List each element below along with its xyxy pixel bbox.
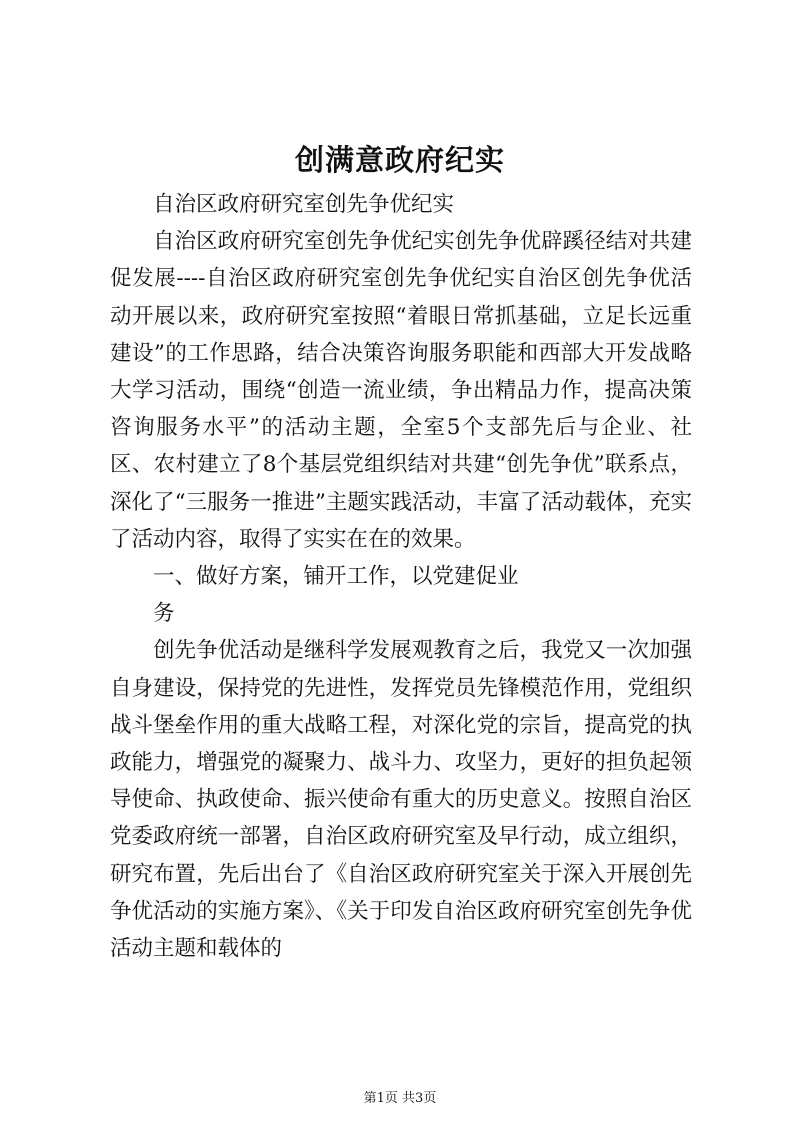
paragraph-body: 创先争优活动是继科学发展观教育之后，我党又一次加强自身建设，保持党的先进性，发挥党员先锋模范作用，党组织战斗堡垒作用的重大战略工程，对深化党的宗旨，提高党的执政能力，增强党的凝聚力、战斗力、攻坚力，更好的担负起领导使命、执政使命、振兴使命有重大的历史意义。按照自治区党委政府统一部署，自治区政府研究室及早行动，成立组织，研究布置，先后出台了《自治区政府研究室关于深入开展创先争优活动的实施方案》、《关于印发自治区政府研究室创先争优活动主题和载体的 bbox=[110, 638, 692, 962]
document-body bbox=[110, 186, 692, 967]
section-heading-1: 一、做好方案，铺开工作，以党建促业 bbox=[153, 564, 519, 590]
document-title: 创满意政府纪实 bbox=[294, 143, 505, 177]
paragraph-intro: 自治区政府研究室创先争优纪实创先争优辟蹊径结对共建促发展----自治区政府研究室创先争优纪实自治区创先争优活动开展以来，政府研究室按照“着眼日常抓基础，立足长远重建设”的工作思路，结合决策咨询服务职能和西部大开发战略大学习活动，围绕“创造一流业绩，争出精品力作，提高决策咨询服务水平”的活动主题，全室5个支部先后与企业、社区、农村建立了8个基层党组织结对共建“创先争优”联系点，深化了“三服务一推进”主题实践活动，丰富了活动载体，充实了活动内容，取得了实实在在的效果。 bbox=[110, 229, 692, 552]
section-heading-1-continued: 务 bbox=[153, 601, 175, 627]
paragraph-subtitle: 自治区政府研究室创先争优纪实 bbox=[153, 192, 455, 217]
page-number-footer: 第1页 共3页 bbox=[363, 1091, 437, 1106]
